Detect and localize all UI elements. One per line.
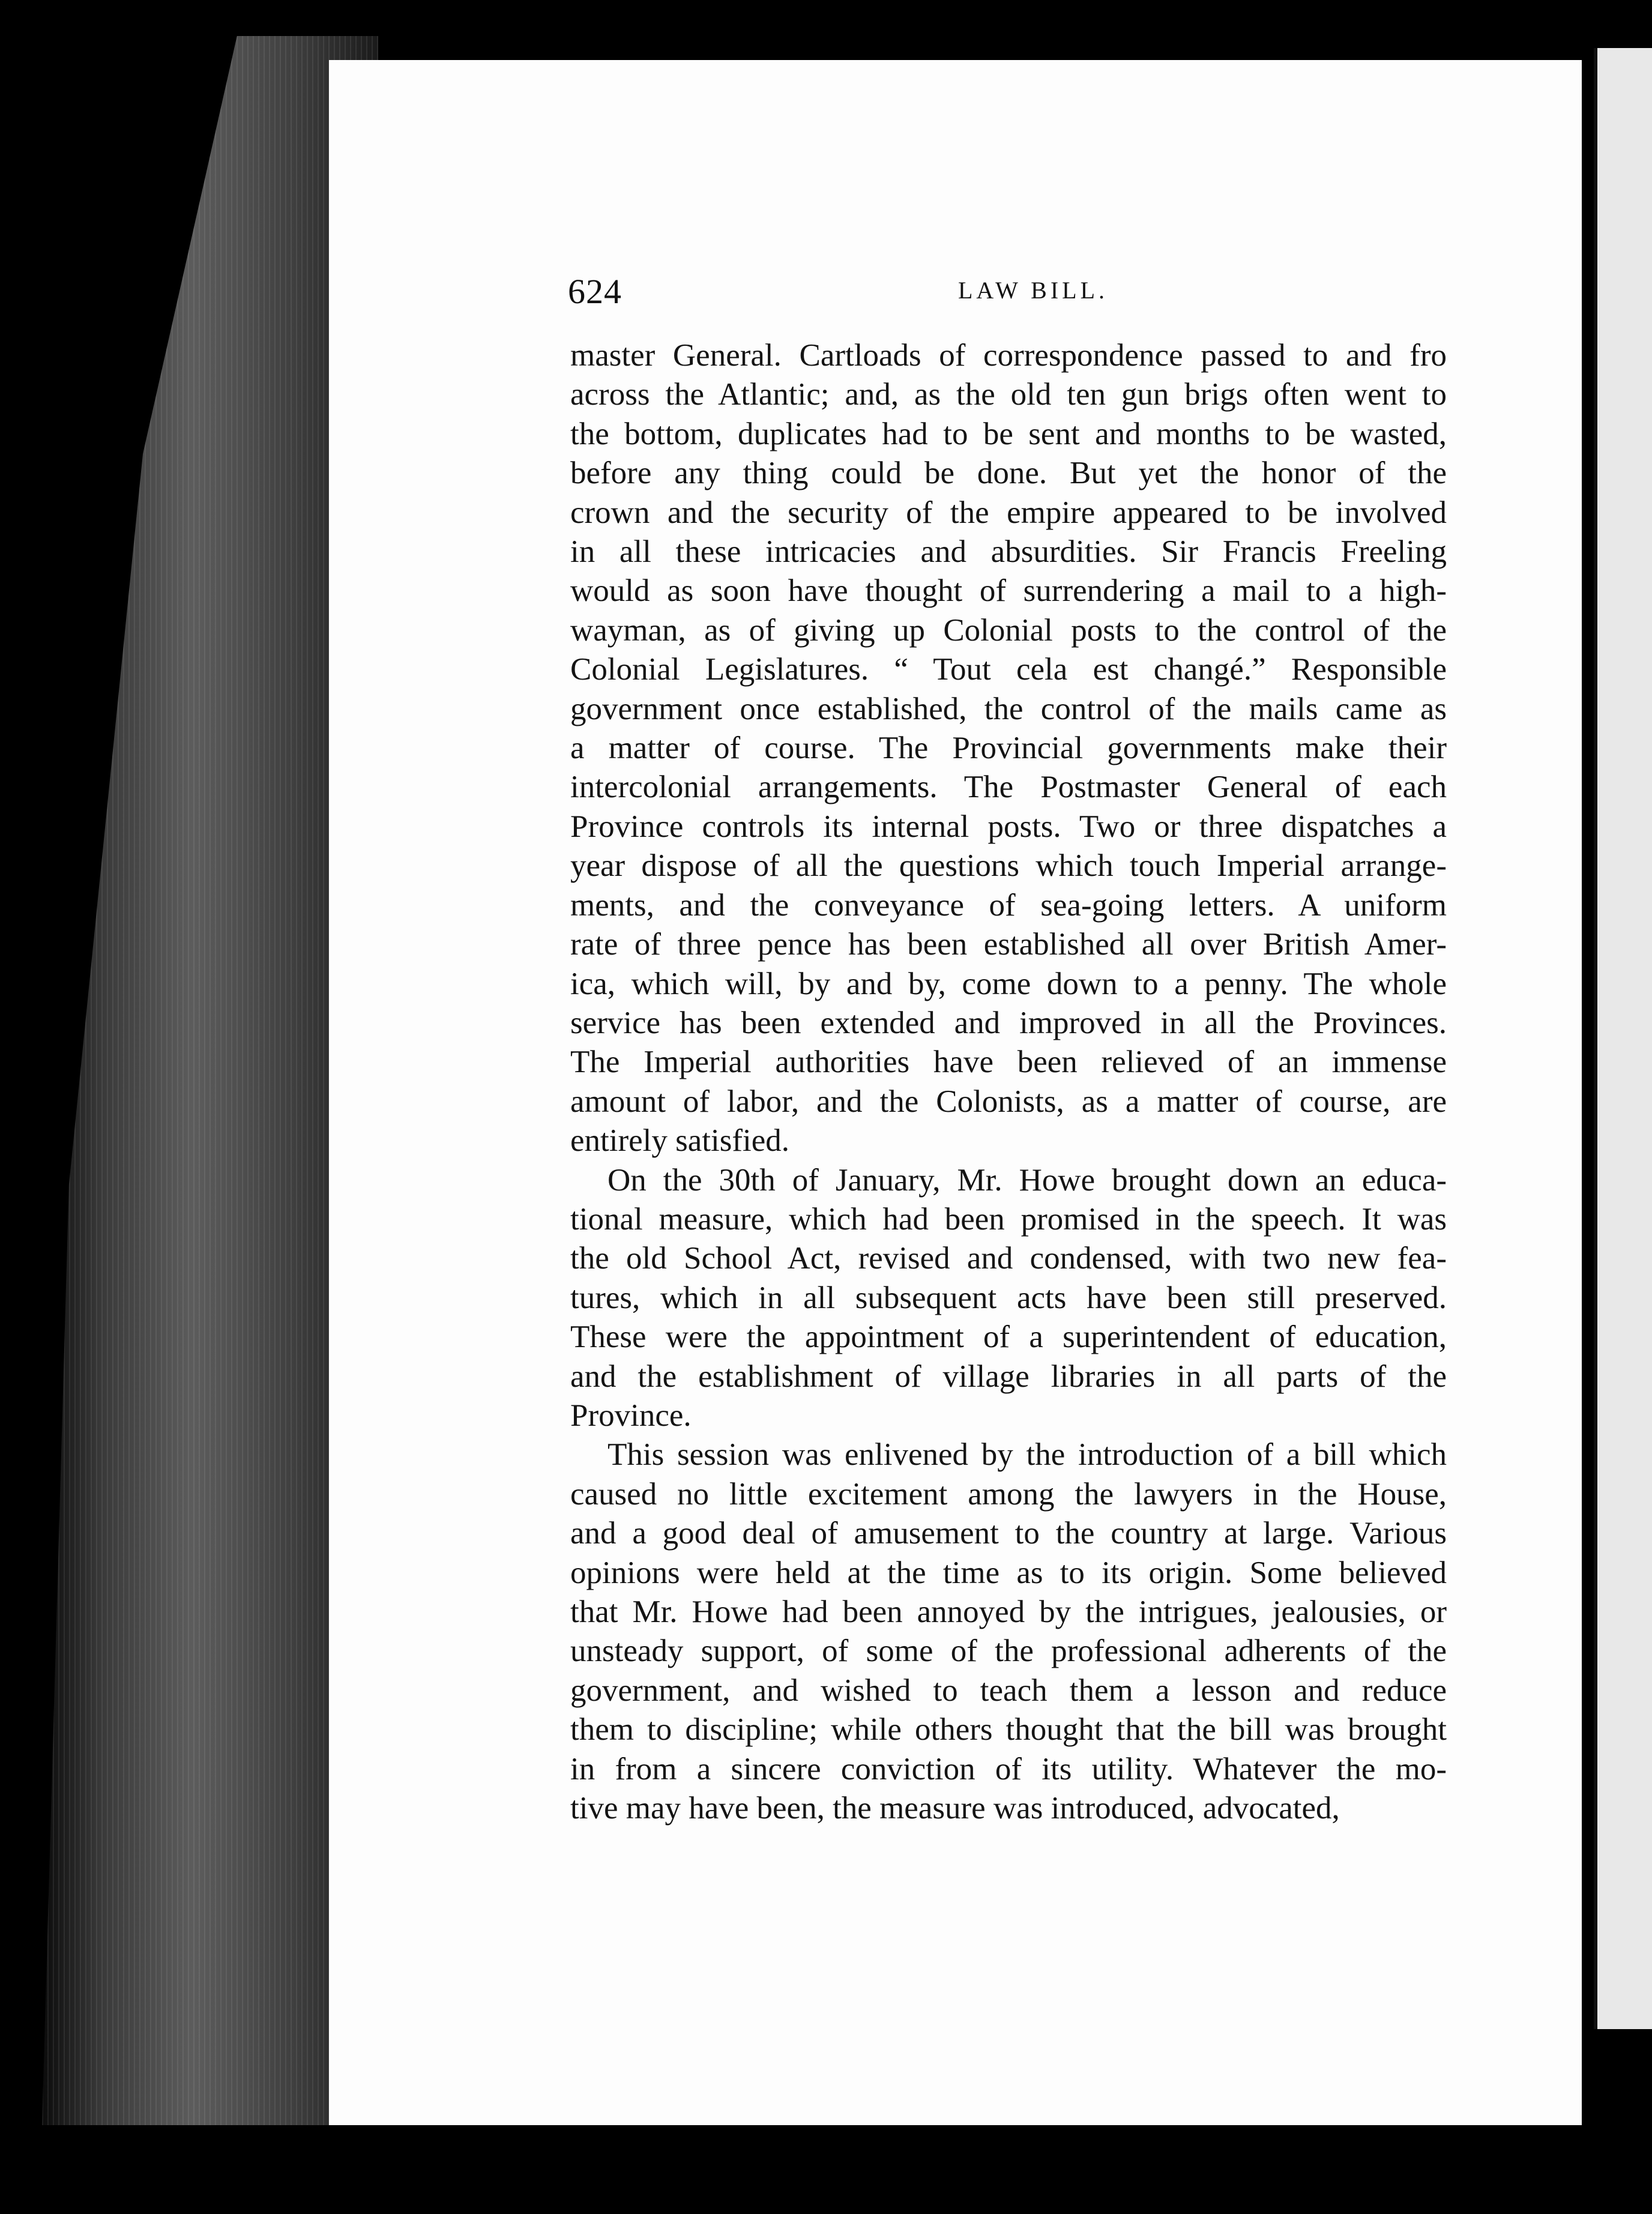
paragraph bbox=[570, 1435, 1447, 1828]
text-line: and the establishment of village libraries in all parts of the bbox=[570, 1359, 1447, 1394]
text-line: ica, which will, by and by, come down to a penny. The whole bbox=[570, 966, 1447, 1001]
text-line: a matter of course. The Provincial governments make their bbox=[570, 731, 1447, 766]
text-line: ments, and the conveyance of sea-going letters. A uniform bbox=[570, 887, 1447, 923]
text-line: tures, which in all subsequent acts have been still preserved. bbox=[570, 1280, 1447, 1315]
facing-page-edge bbox=[1594, 48, 1652, 2029]
text-line: service has been extended and improved in all the Provinces. bbox=[570, 1005, 1447, 1040]
page-header bbox=[568, 271, 1600, 325]
text-line: This session was enlivened by the introduction of a bill which bbox=[607, 1437, 1447, 1473]
text-line: would as soon have thought of surrendering a mail to a high- bbox=[570, 573, 1447, 609]
text-line: tional measure, which had been promised in the speech. It was bbox=[570, 1201, 1447, 1237]
text-line: wayman, as of giving up Colonial posts to the control of the bbox=[570, 612, 1447, 648]
text-line: Colonial Legislatures. “ Tout cela est changé.” Responsible bbox=[570, 652, 1447, 687]
text-line: government, and wished to teach them a lesson and reduce bbox=[570, 1673, 1447, 1708]
text-line: rate of three pence has been established all over British Amer- bbox=[570, 927, 1447, 962]
text-line: master General. Cartloads of correspondence passed to and fro bbox=[570, 338, 1447, 373]
text-line: amount of labor, and the Colonists, as a matter of course, are bbox=[570, 1084, 1447, 1119]
text-line: across the Atlantic; and, as the old ten gun brigs often went to bbox=[570, 377, 1447, 412]
text-line: the old School Act, revised and condensed, with two new fea- bbox=[570, 1241, 1447, 1276]
text-line: tive may have been, the measure was introduced, advocated, bbox=[570, 1791, 1340, 1826]
text-line: unsteady support, of some of the professional adherents of the bbox=[570, 1633, 1447, 1669]
text-line: Province controls its internal posts. Two or three dispatches a bbox=[570, 809, 1447, 844]
body-text bbox=[570, 336, 1447, 1828]
page-number: 624 bbox=[568, 272, 622, 311]
text-line: that Mr. Howe had been annoyed by the intrigues, jealousies, or bbox=[570, 1594, 1447, 1629]
text-line: before any thing could be done. But yet the honor of the bbox=[570, 456, 1447, 491]
text-line: them to discipline; while others thought that the bill was brought bbox=[570, 1712, 1447, 1748]
text-line: crown and the security of the empire appeared to be involved bbox=[570, 495, 1447, 530]
text-line: On the 30th of January, Mr. Howe brought down an educa- bbox=[607, 1162, 1447, 1198]
text-line: year dispose of all the questions which touch Imperial arrange- bbox=[570, 848, 1447, 884]
text-line: caused no little excitement among the lawyers in the House, bbox=[570, 1476, 1447, 1512]
text-line: opinions were held at the time as to its origin. Some believed bbox=[570, 1555, 1447, 1590]
text-line: intercolonial arrangements. The Postmaster General of each bbox=[570, 770, 1447, 805]
running-head: LAW BILL. bbox=[958, 277, 1109, 304]
text-line: entirely satisfied. bbox=[570, 1123, 789, 1159]
text-line: Province. bbox=[570, 1398, 692, 1433]
text-line: in from a sincere conviction of its utility. Whatever the mo- bbox=[570, 1751, 1447, 1787]
scan-top-shadow bbox=[300, 0, 1652, 66]
paragraph bbox=[570, 1161, 1447, 1436]
text-line: government once established, the control of the mails came as bbox=[570, 691, 1447, 726]
text-line: the bottom, duplicates had to be sent and months to be wasted, bbox=[570, 416, 1447, 451]
text-line: and a good deal of amusement to the country at large. Various bbox=[570, 1516, 1447, 1551]
book-binding-edge bbox=[42, 36, 378, 2125]
text-line: These were the appointment of a superintendent of education, bbox=[570, 1320, 1447, 1355]
text-line: The Imperial authorities have been relieved of an immense bbox=[570, 1045, 1447, 1080]
paragraph bbox=[570, 336, 1447, 1161]
text-line: in all these intricacies and absurdities. Sir Francis Freeling bbox=[570, 534, 1447, 570]
